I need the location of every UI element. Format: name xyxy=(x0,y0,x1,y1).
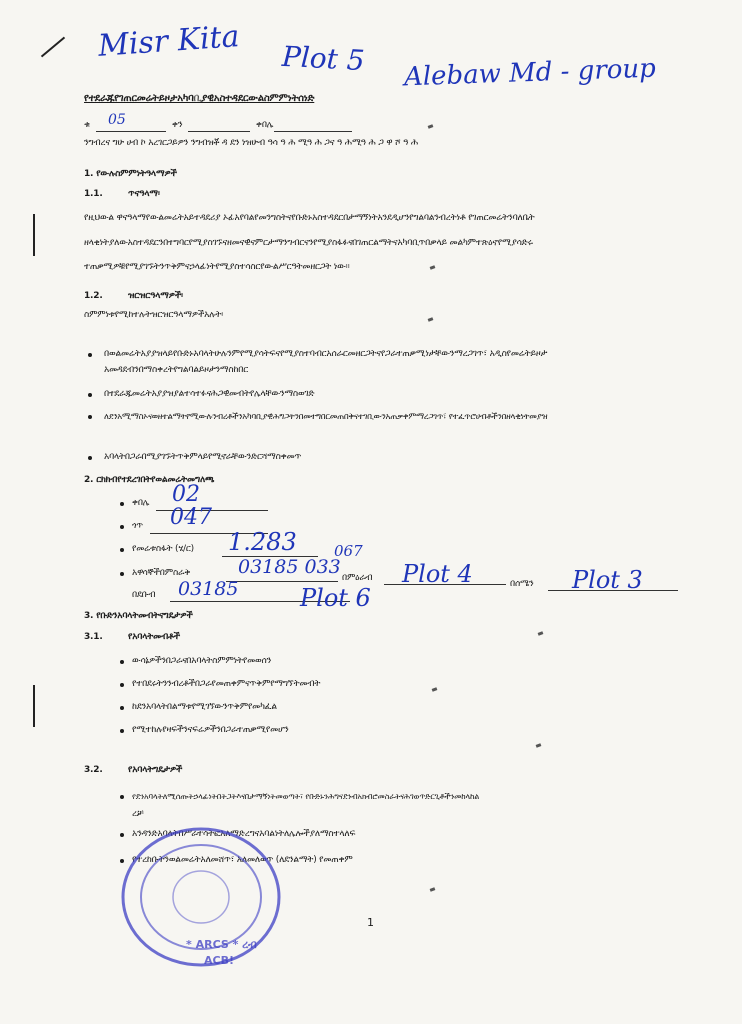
ref-kebele-label: ቀበሌ xyxy=(256,120,274,130)
stamp-text-top: * ARCS * ረብ xyxy=(186,938,257,951)
bullet xyxy=(88,415,92,419)
section-1-2-title: ዝርዝርዓላማዎች፡ xyxy=(128,291,183,301)
handwriting-map-suffix: 067 xyxy=(334,542,363,560)
bullet xyxy=(88,456,92,460)
official-stamp xyxy=(116,822,286,972)
handwriting-group: Alebaw Md - group xyxy=(403,53,657,93)
section-3-2-bullet: የደንአባላትለሚሰጡትኃላፊነትበትጋትእናበታማኝነትመወጣት፣ የቡድኑንሕግናደንብአክብሮመስራትናሕገወጥድርጊቶችንመከላከል xyxy=(132,791,480,801)
section-3-1-bullet: ውሳኔዎችንበጋራናበአባላትስምምነትየመወሰን xyxy=(132,656,272,666)
section-3-2-bullet: አንዳንድአባላትበሥራተሳትፎአለማድረግናአባልነትለሌሎችያለማስተላለፍ xyxy=(132,829,356,839)
handwriting-map-number: 03185 033 xyxy=(238,556,341,578)
handwriting-west-plot: Plot 3 xyxy=(572,566,643,594)
scan-mark-left-1 xyxy=(33,214,35,256)
section-3-1-bullet: የሚተከሉየዛፍችንናፍሬዎችንበጋራተጠቃሚየመሆን xyxy=(132,725,289,735)
ref-date-line xyxy=(188,131,250,132)
section-3-1-number: 3.1. xyxy=(84,632,103,642)
handwriting-plot-5: Plot 5 xyxy=(281,39,366,78)
section-3-2-title: የአባላትግዴታዎች xyxy=(128,765,183,775)
field-map-label: አዋሳኞችበምስራቅ xyxy=(132,568,191,578)
section-1-1-number: 1.1. xyxy=(84,189,103,199)
bullet xyxy=(120,706,124,710)
bullet xyxy=(120,660,124,664)
section-3-heading: 3. የቡድንአባላትመብትናግዴታዎች xyxy=(84,611,193,621)
handwriting-south-number: 03185 xyxy=(178,578,239,600)
section-3-1-title: የአባላትመብቶች xyxy=(128,632,180,642)
bullet xyxy=(120,525,124,529)
scan-mark-top xyxy=(41,37,65,58)
scan-mark-left-2 xyxy=(33,685,35,727)
section-1-2-intro: ስምምነቱየሚከተሉትዝርዝርዓላማዎችአሉት፡ xyxy=(84,310,224,320)
bullet xyxy=(120,795,124,799)
handwriting-zone: 02 xyxy=(172,482,200,507)
section-1-1-title: ጥናዓላማ፡ xyxy=(128,189,160,199)
handwriting-south-plot: Plot 6 xyxy=(300,584,371,612)
scan-speck xyxy=(430,265,436,270)
section-3-1-bullet: ከደንአባላትበልማቱየሚገኘውንጥቅምየመካፈል xyxy=(132,702,277,712)
scan-speck xyxy=(536,743,542,748)
field-area-label: የመሬቱስፋት (ሄ/ር) xyxy=(132,544,194,554)
bullet xyxy=(88,393,92,397)
field-south-label: በደቡብ xyxy=(132,590,156,600)
section-1-2-bullet-cont: አመዳደብንበማስቀረትየግልባልይዞታንማስከበር xyxy=(104,365,248,375)
scan-speck xyxy=(432,687,438,692)
section-1-2-bullet: በተደራጁመሬትአያያዝያልተሳተፉናሕጋዊመብትየሌላቸውንማስወገድ xyxy=(104,389,315,399)
document-title: የተደራጁየገጠርመሬትይዞታአካባቢያዊአስተዳደርውልስምምነትሰነድ xyxy=(84,93,315,104)
handwriting-east-plot: Plot 4 xyxy=(402,560,473,588)
bullet xyxy=(120,548,124,552)
page-number: 1 xyxy=(367,916,374,929)
field-map-line xyxy=(226,581,338,582)
section-1-1-line: የዚህውል ዋናዓላማየውልመሬትአይተዳደሪያ ኦፊአየባልየመንግስትናየቡድኑአስተዳደርበታማኝነትአንደዲሆንየግልባልንብረትነቶ የገጠርመሬትንባለቤት xyxy=(84,213,535,223)
scan-speck xyxy=(430,887,436,892)
bullet xyxy=(120,502,124,506)
field-north-label: በሰሜን xyxy=(510,579,534,589)
bullet xyxy=(88,353,92,357)
bullet xyxy=(120,729,124,733)
stamp-text-bottom: ACB! xyxy=(204,954,234,967)
bullet xyxy=(120,572,124,576)
ref-kebele-line xyxy=(274,131,352,132)
section-1-2-bullet: በወልመሬትአያያዝላይየቡድኑአባላትሁሉንምየሚያሳትፍናየሚያስተባብርአሰራርመዘርጋትናየጋራተጠቃሚነታቸውንማረጋገጥ፣ አዲስየመሬትይዞታ xyxy=(104,349,548,359)
section-2-heading: 2. ርክክብየተደረገበትየወልመሬትመግለጫ xyxy=(84,475,215,485)
section-1-1-line: ዘላቂነትያለውአስተዳደርንበተግባርየሚያስገኙናዘመናዊናምርታማንግብርናንየሚያስፋፉናበገጠርልማትናአካባቢጥበቃላይ መልካምተጽዕኖየሚያሳድሩ xyxy=(84,238,533,248)
field-west-label: በምዕራብ xyxy=(342,573,373,583)
section-3-1-bullet: የተበደሩትንንብረቶችበጋራየመጠቀምናጥቅምየማግኘትመብት xyxy=(132,679,321,689)
handwriting-area: 1.283 xyxy=(228,528,297,556)
handwriting-misr-kita: Misr Kita xyxy=(96,19,241,64)
section-1-2-bullet: ለደንአሚማስኦናወዘተልማትየሚውሉንብረቶችንአካባቢያዊሕግጋትንበመተግበርመጠበቅናተገቢውንአጠቃቀምማረጋገጥ፣ የተፈጥሮሀብቶችንበዘላቂነትመያዝ xyxy=(104,411,548,421)
ref-date-label: ቀን xyxy=(172,120,183,130)
handwriting-ref-number: 05 xyxy=(108,112,126,128)
handwriting-woreda: 047 xyxy=(170,505,212,530)
field-woreda-label: ጎጥ xyxy=(132,521,143,531)
field-zone-label: ቀበሌ xyxy=(132,498,150,508)
ref-no-line xyxy=(96,131,166,132)
ref-no-label: ቁ xyxy=(84,120,90,130)
section-1-heading: 1. የውሉስምምነትዓላማዎች xyxy=(84,169,177,179)
scan-speck xyxy=(538,631,544,636)
section-3-2-number: 3.2. xyxy=(84,765,103,775)
scan-speck xyxy=(428,317,434,322)
section-3-2-bullet-cont: ረቻ xyxy=(132,809,144,819)
scan-speck xyxy=(428,124,434,129)
bullet xyxy=(120,683,124,687)
section-1-2-bullet: አባላትበጋራበሚያገኙትጥቅምላይየሚኖራቸውንድርሻማስቀመጥ xyxy=(104,452,302,462)
section-1-1-line: ተጠቃሚዎቹየሚያገኙትንጥቅምናኃላፊነትየሚያስተሳስርየውልሥርዓትመዘርጋት ነው። xyxy=(84,262,350,272)
section-1-2-number: 1.2. xyxy=(84,291,103,301)
section-3-2-bullet: የተረከቡትንወልመሬትአለመሸጥ፣ አለመለወጥ (ለደንልማት) የመጠቀም xyxy=(132,855,353,865)
intro-line: ንግብረና ግሁ ሀብ ኮ አረገርጋይዎን ንግብዝቾ ዳ ደን ነዝሁብ ዓሳ ዓ ሕ ሚዓ ሕ ጋና ዓ ሕሚዓ ሕ ጋ ዋ ሾ ዓ ሕ xyxy=(84,138,419,148)
